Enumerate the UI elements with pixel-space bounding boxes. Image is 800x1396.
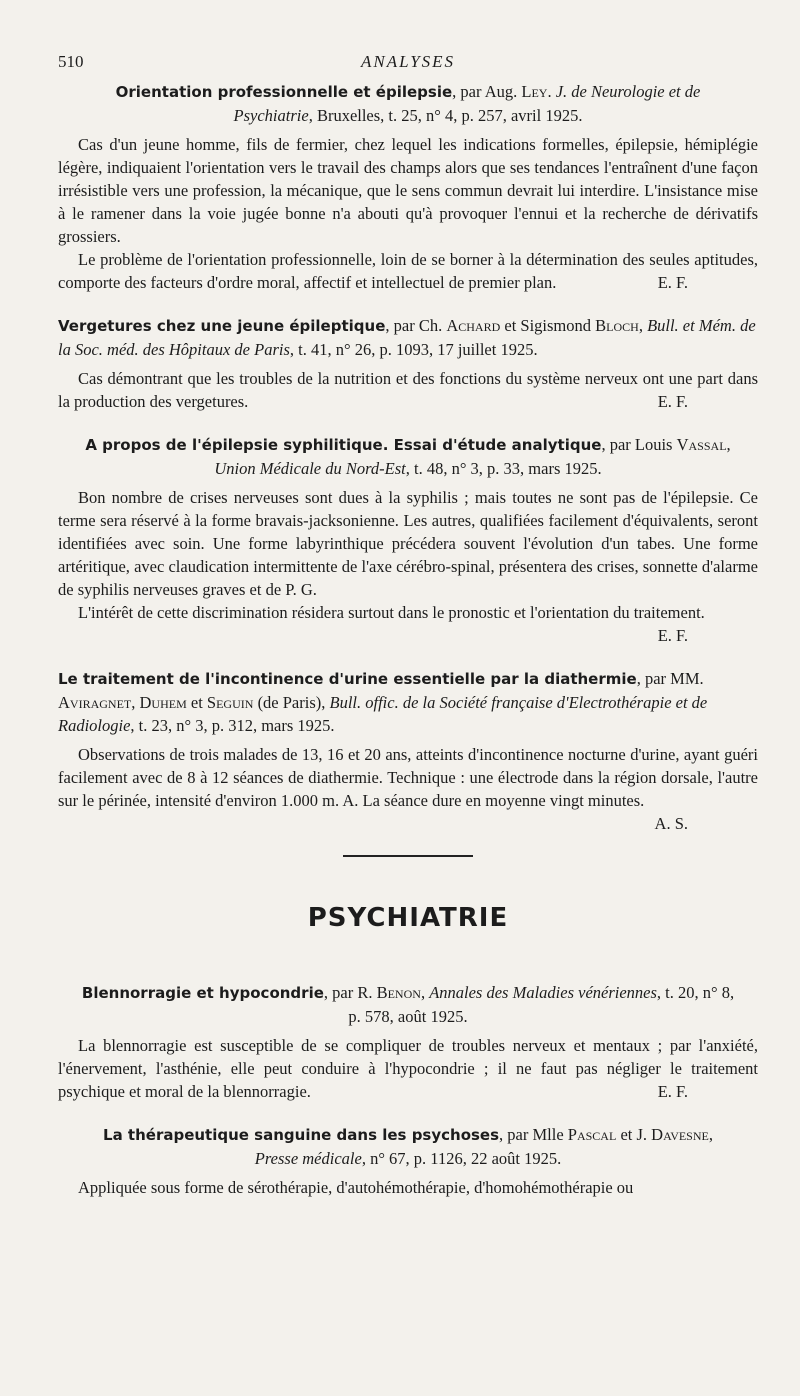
author: Achard xyxy=(446,316,501,335)
article-therapeutique-sanguine xyxy=(58,1123,758,1199)
author: Bloch xyxy=(595,316,639,335)
article-title: Vergetures chez une jeune épileptique xyxy=(58,317,386,335)
signature: E. F. xyxy=(657,626,688,645)
author: Aviragnet xyxy=(58,693,132,712)
running-title: ANALYSES xyxy=(360,52,456,71)
journal: Bull. et Mém. de la Soc. méd. des Hôpitaux de Paris xyxy=(58,316,756,359)
article-title: A propos de l'épilepsie syphilitique. Essai d'étude analytique xyxy=(85,436,602,454)
journal: Union Médicale du Nord-Est xyxy=(214,459,406,478)
article-heading: Blennorragie et hypocondrie, par R. Benon, Annales des Maladies vénériennes, t. 20, n° 8, p. 578, août 1925. xyxy=(81,983,735,1026)
journal: J. de Neurologie et de Psychiatrie xyxy=(233,82,701,125)
paragraph: La blennorragie est susceptible de se compliquer de troubles nerveux et mentaux ; par l'anxiété, l'énervement, l'asthénie, elle peut conduire à l'hypocondrie ; il ne faut pas négliger le traitement psychique et moral de la blennorragie. E. F. xyxy=(58,1036,758,1101)
page xyxy=(58,52,758,1219)
signature: A. S. xyxy=(654,814,688,833)
running-header xyxy=(58,52,758,80)
article-title: La thérapeutique sanguine dans les psychoses xyxy=(103,1126,500,1144)
article-title: Blennorragie et hypocondrie xyxy=(81,984,324,1002)
article-title: Orientation professionnelle et épilepsie xyxy=(115,83,453,101)
paragraph: Appliquée sous forme de sérothérapie, d'autohémothérapie, d'homohémothérapie ou xyxy=(78,1178,634,1197)
article-title: Le traitement de l'incontinence d'urine essentielle par la diathermie xyxy=(58,670,637,688)
signature: E. F. xyxy=(657,273,688,292)
author: Vassal xyxy=(676,435,727,454)
signature: E. F. xyxy=(657,1082,688,1101)
paragraph: Le problème de l'orientation professionnelle, loin de se borner à la détermination des seules aptitudes, comporte des facteurs d'ordre moral, affectif et intellectuel de premier plan. E. F. xyxy=(58,250,758,292)
signature: E. F. xyxy=(657,392,688,411)
article-heading: Vergetures chez une jeune épileptique, par Ch. Achard et Sigismond Bloch, Bull. et Mém. de la Soc. méd. des Hôpitaux de Paris, t. 41, n° 26, p. 1093, 17 juillet 1925. xyxy=(58,316,756,359)
paragraph: Cas démontrant que les troubles de la nutrition et des fonctions du système nerveux ont une part dans la production des vergetures. E. F. xyxy=(58,369,758,411)
author: Duhem xyxy=(139,693,187,712)
author: Davesne xyxy=(651,1125,709,1144)
article-heading: Orientation professionnelle et épilepsie, par Aug. Ley. J. de Neurologie et de Psychiatrie, Bruxelles, t. 25, n° 4, p. 257, avril 1925. xyxy=(115,82,701,125)
author: Ley xyxy=(521,82,548,101)
article-heading: La thérapeutique sanguine dans les psychoses, par Mlle Pascal et J. Davesne, Presse médicale, n° 67, p. 1126, 22 août 1925. xyxy=(103,1125,713,1168)
article-orientation xyxy=(58,80,758,294)
article-incontinence xyxy=(58,667,758,835)
section-title: PSYCHIATRIE xyxy=(307,903,509,933)
paragraph: Cas d'un jeune homme, fils de fermier, chez lequel les indications formelles, épilepsie, hémiplégie légère, indiquaient l'orientation vers le travail des champs alors que ses tendances l'entraînent d'une façon irrésistible vers une profession, la mécanique, que le sens commun devrait lui interdire. L'insistance mise à le ramener dans la voie jugée bonne n'a abouti qu'à provoquer l'ennui et la recherche de dérivatifs grossiers. xyxy=(58,135,758,246)
paragraph: Observations de trois malades de 13, 16 et 20 ans, atteints d'incontinence nocturne d'urine, ayant guéri facilement avec de 8 à 12 séances de diathermie. Technique : une électrode dans la région dorsale, l'autre sur le périnée, intensité d'environ 1.000 m. A. La séance dure en moyenne vingt minutes. A. S. xyxy=(58,745,758,833)
section-divider xyxy=(343,855,473,857)
paragraph: L'intérêt de cette discrimination résidera surtout dans le pronostic et l'orientation du traitement. E. F. xyxy=(78,603,705,645)
author: Seguin xyxy=(206,693,254,712)
article-vergetures xyxy=(58,314,758,413)
author: Pascal xyxy=(567,1125,617,1144)
article-epilepsie-syphilitique xyxy=(58,433,758,647)
author: Benon xyxy=(376,983,421,1002)
paragraph: Bon nombre de crises nerveuses sont dues à la syphilis ; mais toutes ne sont pas de l'épilepsie. Ce terme sera réservé à la forme bravais-jacksonienne. Les autres, qualifiées facilement d'équivalents, seront identifiées avec soin. Une forme labyrinthique précédera souvent l'évolution d'un tabes. Une forme artéritique, avec claudication intermittente de l'axe cérébro-spinal, présentera des crises, sonnette d'alarme de syphilis nerveuses graves et de P. G. xyxy=(58,488,758,599)
journal: Annales des Maladies vénériennes xyxy=(429,983,657,1002)
journal: Bull. offic. de la Société française d'Electrothérapie et de Radiologie xyxy=(58,693,708,735)
article-heading: Le traitement de l'incontinence d'urine essentielle par la diathermie, par MM. Aviragnet, Duhem et Seguin (de Paris), Bull. offic. de la Société française d'Electrothérapie et de Radiologie, t. 23, n° 3, p. 312, mars 1925. xyxy=(58,669,708,735)
journal: Presse médicale xyxy=(254,1149,362,1168)
article-blennorragie xyxy=(58,981,758,1103)
article-heading: A propos de l'épilepsie syphilitique. Essai d'étude analytique, par Louis Vassal, Union Médicale du Nord-Est, t. 48, n° 3, p. 33, mars 1925. xyxy=(85,435,731,478)
page-number: 510 xyxy=(58,52,84,71)
